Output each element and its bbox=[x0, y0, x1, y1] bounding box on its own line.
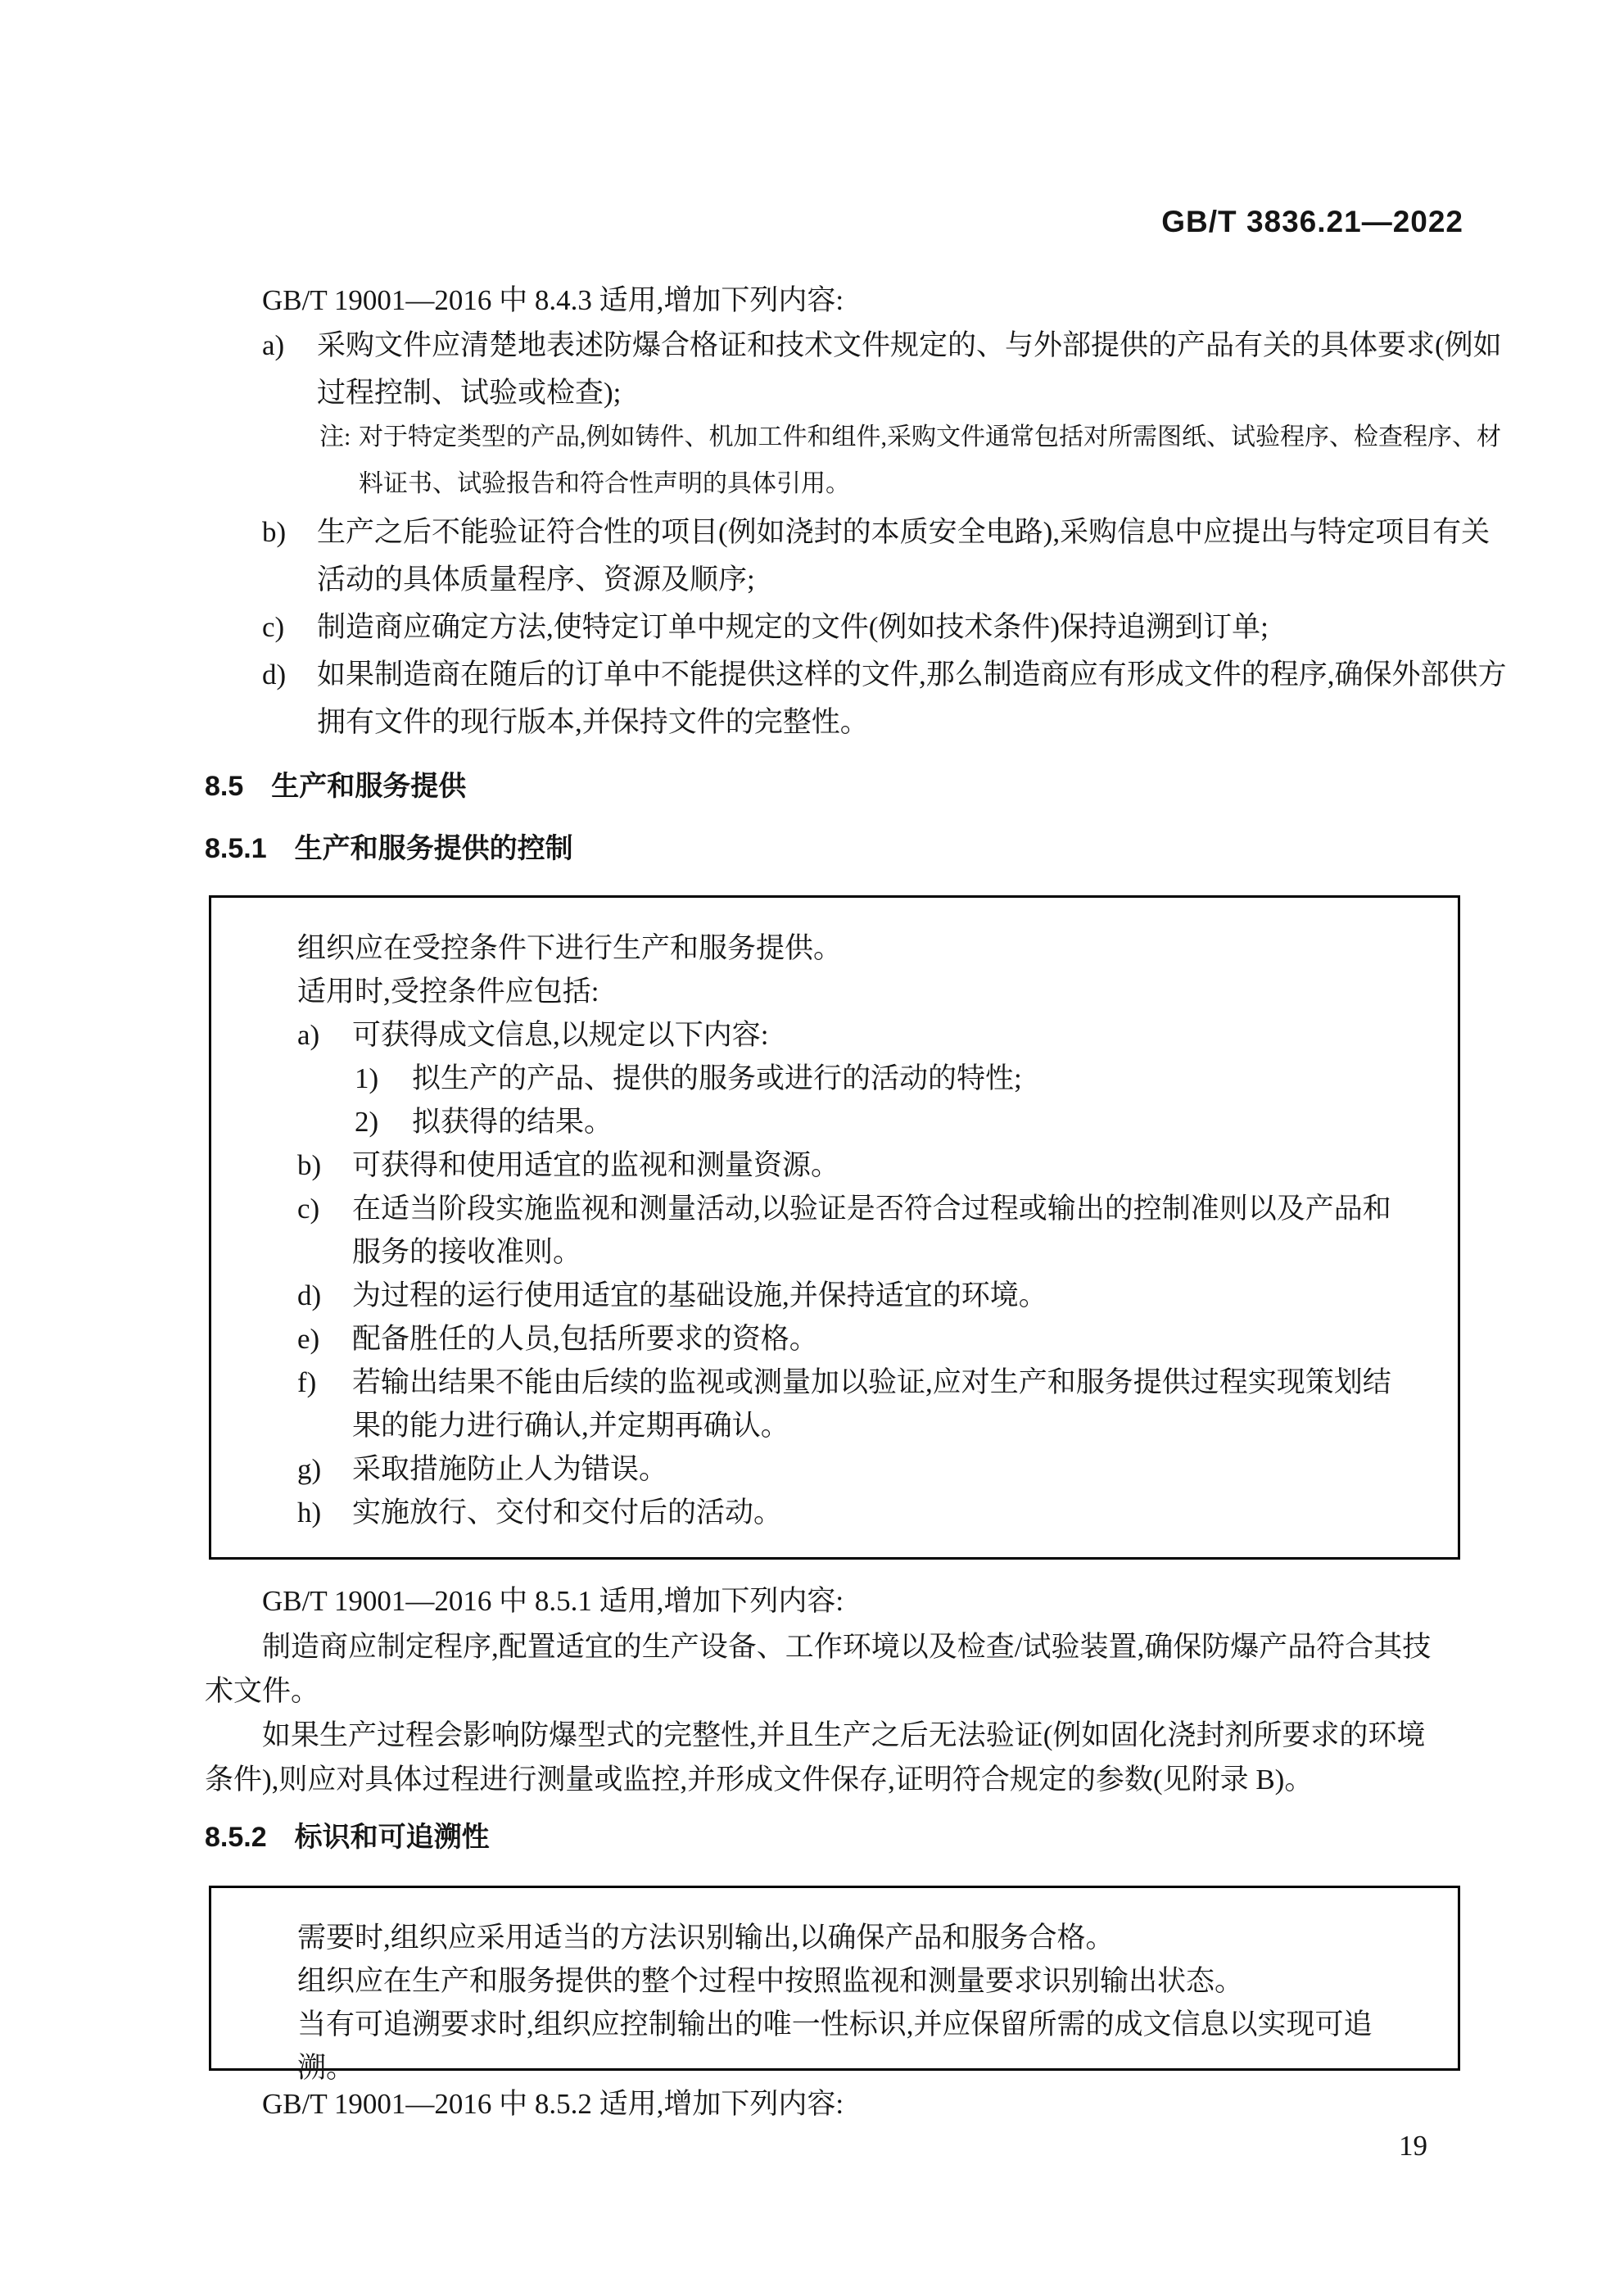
list-marker: c) bbox=[297, 1193, 320, 1225]
note bbox=[319, 414, 1505, 507]
note-marker: 注: bbox=[319, 423, 351, 451]
list-text: 拟生产的产品、提供的服务或进行的活动的特性; bbox=[412, 1062, 1022, 1094]
clause-number: 8.5 bbox=[205, 771, 244, 802]
lead-paragraph-852: GB/T 19001—2016 中 8.5.2 适用,增加下列内容: bbox=[262, 2088, 844, 2120]
running-head: GB/T 3836.21—2022 bbox=[1161, 205, 1463, 238]
list-marker: a) bbox=[297, 1019, 320, 1051]
requirement-box-851 bbox=[209, 895, 1460, 1560]
list-marker: 1) bbox=[355, 1062, 379, 1094]
heading-8-5-2 bbox=[205, 1819, 1450, 1855]
list-text: 若输出结果不能由后续的监视或测量加以验证,应对生产和服务提供过程实现策划结果的能力进行确认,并定期再确认。 bbox=[352, 1366, 1391, 1442]
list-item-b bbox=[262, 509, 1511, 604]
box-subitem-2 bbox=[355, 1100, 1417, 1143]
list-marker: d) bbox=[297, 1279, 322, 1311]
box-subitem-1 bbox=[355, 1057, 1417, 1100]
box-item-a bbox=[297, 1013, 1417, 1057]
list-marker: a) bbox=[262, 329, 285, 361]
list-text: 实施放行、交付和交付后的活动。 bbox=[352, 1497, 783, 1528]
list-text: 拟获得的结果。 bbox=[412, 1106, 613, 1138]
list-marker: f) bbox=[297, 1366, 317, 1398]
list-text: 采取措施防止人为错误。 bbox=[352, 1453, 668, 1485]
note-text: 对于特定类型的产品,例如铸件、机加工件和组件,采购文件通常包括对所需图纸、试验程序、检查程序、材料证书、试验报告和符合性声明的具体引用。 bbox=[359, 423, 1501, 497]
list-marker: b) bbox=[262, 516, 287, 548]
list-marker: d) bbox=[262, 659, 287, 691]
list-marker: g) bbox=[297, 1453, 322, 1485]
box-paragraph: 需要时,组织应采用适当的方法识别输出,以确保产品和服务合格。 bbox=[297, 1922, 1115, 1954]
list-marker: c) bbox=[262, 611, 285, 643]
requirement-box-852 bbox=[209, 1886, 1460, 2084]
list-text: 配备胜任的人员,包括所要求的资格。 bbox=[352, 1323, 818, 1355]
list-marker: 2) bbox=[355, 1106, 379, 1138]
list-item-c bbox=[262, 604, 1511, 651]
clause-title: 生产和服务提供 bbox=[271, 771, 467, 802]
box-item-d bbox=[297, 1274, 1417, 1317]
list-text: 如果制造商在随后的订单中不能提供这样的文件,那么制造商应有形成文件的程序,确保外部供方拥有文件的现行版本,并保持文件的完整性。 bbox=[317, 659, 1507, 738]
clause-number: 8.5.2 bbox=[205, 1822, 267, 1853]
box-paragraph: 组织应在生产和服务提供的整个过程中按照监视和测量要求识别输出状态。 bbox=[297, 1965, 1244, 1997]
box-item-b bbox=[297, 1143, 1417, 1187]
list-text: 可获得成文信息,以规定以下内容: bbox=[352, 1019, 769, 1051]
lead-paragraph-851: GB/T 19001—2016 中 8.5.1 适用,增加下列内容: bbox=[262, 1585, 844, 1617]
list-item-a bbox=[262, 322, 1511, 417]
list-marker: b) bbox=[297, 1149, 322, 1181]
list-text: 生产之后不能验证符合性的项目(例如浇封的本质安全电路),采购信息中应提出与特定项目有关活动的具体质量程序、资源及顺序; bbox=[317, 516, 1491, 596]
box-item-g bbox=[297, 1447, 1417, 1491]
list-text: 可获得和使用适宜的监视和测量资源。 bbox=[352, 1149, 840, 1181]
body-paragraph: 如果生产过程会影响防爆型式的完整性,并且生产之后无法验证(例如固化浇封剂所要求的环境条件),则应对具体过程进行测量或监控,并形成文件保存,证明符合规定的参数(见附录 B)。 bbox=[205, 1719, 1426, 1796]
box-item-f bbox=[297, 1361, 1417, 1447]
clause-number: 8.5.1 bbox=[205, 833, 267, 864]
lead-paragraph-843: GB/T 19001—2016 中 8.4.3 适用,增加下列内容: bbox=[262, 284, 844, 316]
heading-8-5-1 bbox=[205, 831, 1450, 867]
box-paragraph: 当有可追溯要求时,组织应控制输出的唯一性标识,并应保留所需的成文信息以实现可追溯。 bbox=[297, 2008, 1373, 2084]
list-text: 在适当阶段实施监视和测量活动,以验证是否符合过程或输出的控制准则以及产品和服务的接收准则。 bbox=[352, 1193, 1391, 1268]
clause-title: 标识和可追溯性 bbox=[294, 1822, 490, 1853]
list-marker: h) bbox=[297, 1497, 322, 1528]
box-item-c bbox=[297, 1187, 1417, 1274]
list-marker: e) bbox=[297, 1323, 320, 1355]
body-paragraph: 制造商应制定程序,配置适宜的生产设备、工作环境以及检查/试验装置,确保防爆产品符合其技术文件。 bbox=[205, 1631, 1432, 1707]
list-text: 采购文件应清楚地表述防爆合格证和技术文件规定的、与外部提供的产品有关的具体要求(例如过程控制、试验或检查); bbox=[317, 329, 1502, 409]
list-item-d bbox=[262, 651, 1511, 746]
box-item-e bbox=[297, 1317, 1417, 1361]
box-paragraph: 组织应在受控条件下进行生产和服务提供。 bbox=[297, 932, 843, 964]
clause-title: 生产和服务提供的控制 bbox=[294, 833, 573, 864]
box-item-h bbox=[297, 1491, 1417, 1534]
box-paragraph: 适用时,受控条件应包括: bbox=[297, 976, 599, 1008]
list-text: 为过程的运行使用适宜的基础设施,并保持适宜的环境。 bbox=[352, 1279, 1047, 1311]
list-text: 制造商应确定方法,使特定订单中规定的文件(例如技术条件)保持追溯到订单; bbox=[317, 611, 1269, 643]
page-number: 19 bbox=[1399, 2130, 1427, 2162]
heading-8-5 bbox=[205, 768, 1450, 804]
